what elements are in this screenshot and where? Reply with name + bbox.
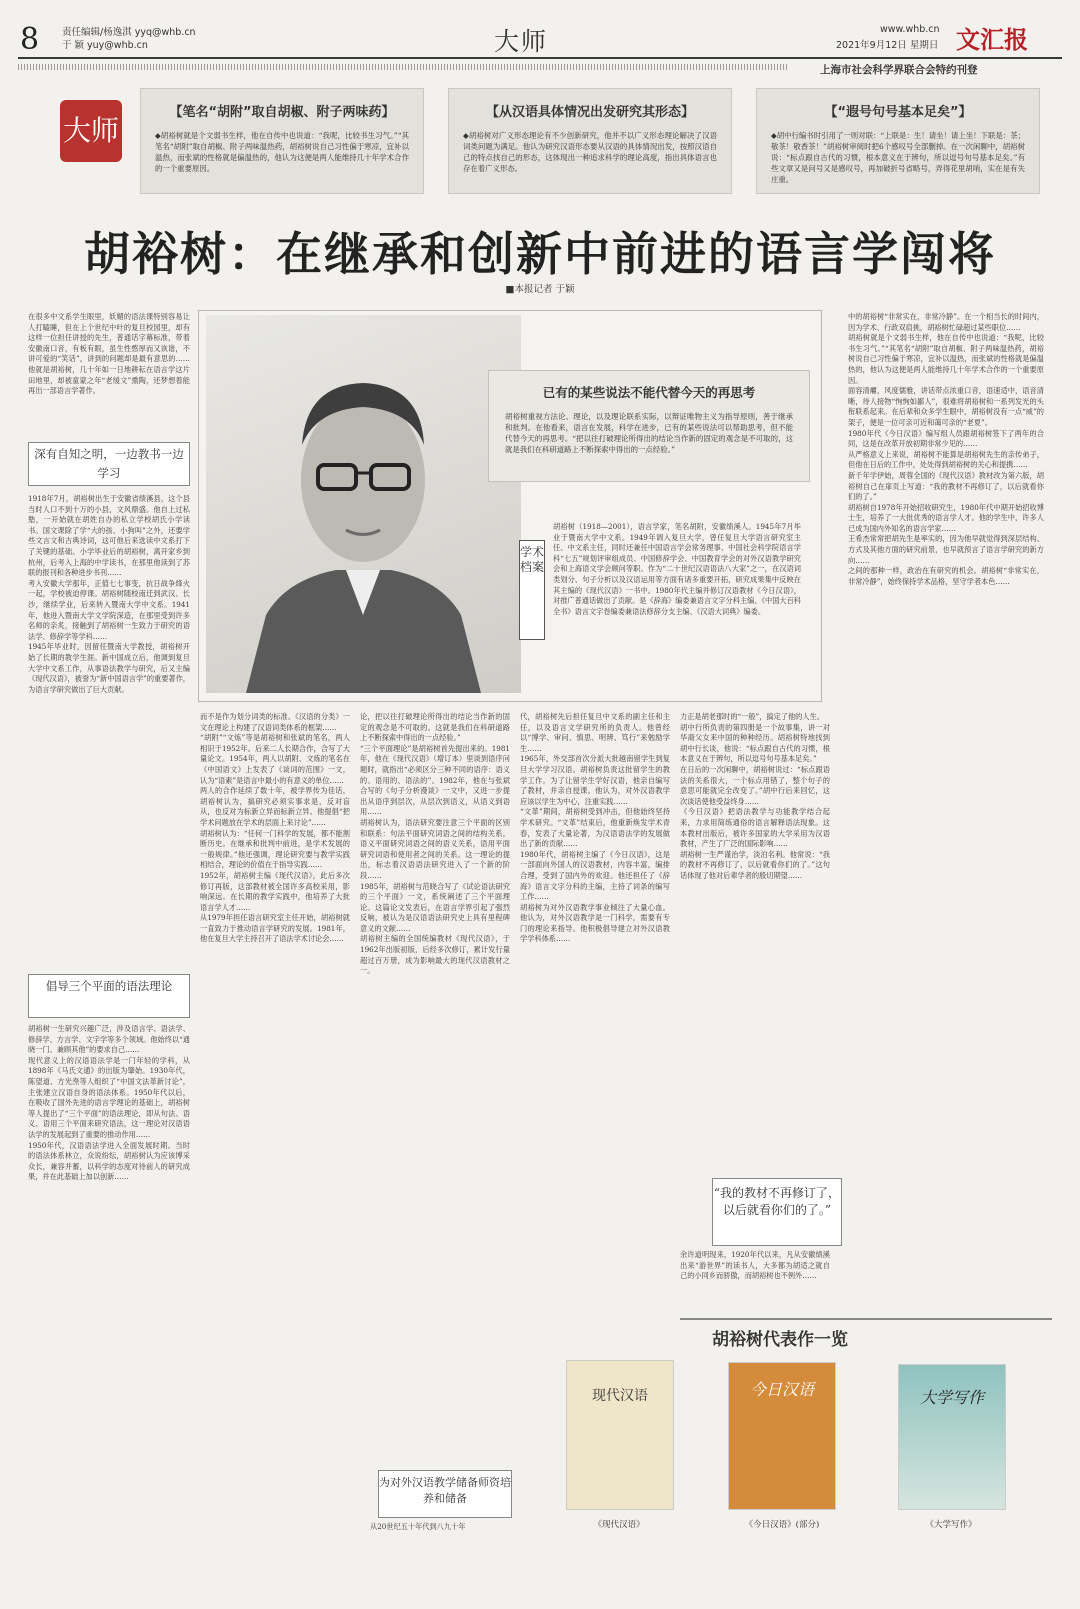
col5-tail: 从20世纪五十年代到八九十年 [370,1522,466,1531]
body-col-right: 中的胡裕树“非常实在，非常冷静”。在一个相当长的时间内，因为学术、行政双肩挑，胡裕树忙碌超过某些职位…… 胡裕树就是个文弱书生样，他在自传中也说道：“我呢，比较书生习气。”“其笔名“胡附”取自胡椒、附子两味温热药，胡裕树说自己习性偏于寒凉，宜补以温热，而张斌的性格就是偏温热的，他认为这便是两人能维持几十年学术合作的一个重要原因。 面容清癯，风度儒雅，讲话带点浓重口音，语速适中，语音清晰，待人接物“恂恂如鄙人”，很难将胡裕树和一系列发光的头衔联系起来。在后辈和众多学生眼中，胡裕树没有一点“威”的架子，便是一位可亲可近和蔼可亲的“老夏”。 1980年代《今日汉语》编写组人员跟胡裕树签下了两年的合同，这是在改革开放初期非常少见的…… 从严格意义上来说，胡裕树不能算是胡裕树先生的亲传弟子，但他在日后的工作中，处处得到胡裕树的关心和提携…… 新千年学伊始，周蓉全国的《现代汉语》教材改为第六版，胡裕树自己在扉页上写道：“我的教材不再修订了，以后就看你们的了。” 胡裕树自1978年开始招收研究生，1980年代中期开始招收博士生，培养了一大批优秀的语言学人才。他的学生中，许多人已成为国内外知名的语言学家…… 王希杰常常把胡先生是率实的，因为他早就觉得到深层结构、方式及其他方面的研究前景，也早就预言了语言学研究的新方向…… 之间的那种一样，政治在有研究的机会。胡裕树“非常实在，非常冷静”，始终保持学术品格，坚守学者本色…… [848,312,1044,586]
col5-subhead: 为对外汉语教学储备师资培养和储备 [378,1470,512,1518]
featured-title: 已有的某些说法不能代替今天的再思考 [542,385,756,400]
book-cover-title: 现代汉语 [592,1388,648,1404]
book-cover-title: 今日汉语 [749,1380,814,1399]
partner-credit: 上海市社会科学界联合会特约刊登 [820,64,978,76]
issue-date: 2021年9月12日 星期日 [836,40,939,51]
highlight-title: 【从汉语具体情况出发研究其形态】 [485,105,694,120]
featured-quote-box [488,370,810,482]
col6-tail: 余许道明现来，1920年代以来，凡从安徽绩溪出来“游世界”的读书人，大多都为胡适之就自己的小同乡而骄傲，而胡裕树也不例外…… [680,1250,830,1281]
highlight-title: 【“遐号句号基本足矣”】 [824,105,972,120]
pull-quote: “我的教材不再修订了，以后就看你们的了。” [712,1178,842,1246]
book-caption-1: 《现代汉语》 [593,1520,645,1530]
body-col-1: 1918年7月，胡裕树出生于安徽省绩溪县，这个县当时人口不到十万的小县，文风鼎盛。他自上过私塾，一开始就在胡姓自办的私立学校胡氏小学读书。国文课除了学“大的孩、小狗叫”之外，还要学些文言文和古典诗词，这可他后来选读中文系打下了关键的基础。小学毕业后的胡裕树，离开家乡到杭州，后考入上海的中学读书，在那里他读到了苏联的报刊和各种进步书刊…… 考入安徽大学那年，正值七七事变，抗日战争烽火一起，学校被迫停课。胡裕树随校南迁到武汉、长沙，继续学业，后来转入暨南大学中文系。1941年，他进入暨南大学文学院深造，在那里受到许多名师的亲炙，接触到了胡裕树一生致力于研究的语法学、修辞学等学科…… 1945年毕业时，因留任暨南大学教授，胡裕树开始了长期的教学生涯。新中国成立后，他调到复旦大学中文系工作，从事语法教学与研究，后又主编《现代汉语》，被誉为“新中国语言学”的重要著作，为语言学研究做出了巨大贡献。 [28,494,190,694]
editor-line-2: 于 颖 yuy@whb.cn [62,40,148,51]
body-col-6: 力正是胡老那时的“一般”，搞定了他的人生。 胡中行所负责的第四册是一个故事集，讲一对华裔父女来中国的种种经历。胡裕树特地找到胡中行长谈，他说：“标点跟自古代的习惯，根本意义在于辨句，所以逗号句号基本足矣。” 在日后的一次闲聊中，胡裕树说过：“标点跟语法的关系很大，一个标点用错了，整个句子的意思可能就完全改变了。”胡中行后来回忆，这次谈话使他受益终身…… 《今日汉语》把语法教学与功能教学结合起来，力求用简练通俗的语言解释语法现象。这本教材出版后，被许多国家的大学采用为汉语教材，产生了广泛的国际影响…… 胡裕树一生严谨治学，淡泊名利。他常说：“我的教材不再修订了，以后就看你们的了。”这句话体现了他对后辈学者的殷切期望…… [680,712,830,880]
highlight-text: ◆胡裕树就是个文弱书生样，他在自传中也说道：“我呢，比较书生习气。”“其笔名“胡附”取自胡椒、附子两味温热药，胡裕树说自己习性偏于寒凉，宜补以温热，而张斌的性格就是偏温热的，他认为这便是两人能维持几十年学术合作的一个重要原因。 [155,131,409,173]
highlight-title: 【笔名“胡附”取自胡椒、附子两味药】 [169,105,395,120]
editor-line-1: 责任编辑/杨逸淇 yyq@whb.cn [62,27,196,38]
highlight-text: ◆胡中行编书时引用了一则对联：“上联是：生！请坐！请上坐！下联是：茶；敬茶！敬香茶！”胡裕树审阅时把6个感叹号全部删掉。在一次闲聊中，胡裕树说：“标点跟自古代的习惯，根本意义在于辨句，所以逗号句号基本足矣。”有些文章又是问号又是感叹号，再加破折号省略号，弄得花里胡哨，实在是有失庄重。 [771,131,1025,184]
section-seal: 大师 [60,100,122,162]
book-caption-2: 《今日汉语》(部分) [744,1520,820,1530]
book-caption-3: 《大学写作》 [925,1520,977,1530]
body-col-5: 代，胡裕树先后担任复旦中文系的副主任和主任，以及语言文学研究所的负责人。他曾经以“博学、审问、慎思、明辨、笃行”来勉励学生…… 1965年，外交部首次分派大批越南留学生到复旦大学学习汉语。胡裕树负责这批留学生的教学工作。为了让留学生学好汉语，他亲自编写了教材，并亲自授课。他认为，对外汉语教学应该以学生为中心，注重实践…… “文革”期间，胡裕树受到冲击，但他始终坚持学术研究。“文革”结束后，他重新焕发学术青春，发表了大量论著，为汉语语法学的发展做出了新的贡献…… 1980年代，胡裕树主编了《今日汉语》，这是一部面向外国人的汉语教材，内容丰富，编排合理，受到了国内外的欢迎。他还担任了《辞海》语言文字分科的主编，主持了词条的编写工作…… 胡裕树为对外汉语教学事业倾注了大量心血。他认为，对外汉语教学是一门科学，需要有专门的理论来指导。他积极倡导建立对外汉语教学学科体系…… [520,712,670,944]
subhead-1: 深有自知之明，一边教书一边学习 [28,442,190,486]
website[interactable]: www.whb.cn [880,24,940,35]
body-col-2: 胡裕树一生研究兴趣广泛，涉及语言学、语法学、修辞学、方言学、文字学等多个领域。他始终以“通晓一门、兼顾其他”的要求自己…… 现代意义上的汉语语法学是一门年轻的学科，从1898年《马氏文通》的出版为肇始。1930年代，陈望道、方光焘等人组织了“中国文法革新讨论”，主张建立汉语自身的语法体系。1950年代以后，在吸收了国外先进的语言学理论的基础上，胡裕树等人提出了“三个平面”的语法理论，即从句法、语义、语用三个平面来研究语法，这一理论对汉语语法学的发展起到了重要的推动作用…… 1950年代，汉语语法学进入全面发展时期。当时的语法体系林立，众说纷纭，胡裕树认为应该博采众长，兼容并蓄，以科学的态度对待前人的研究成果，并在此基础上加以创新…… [28,1024,190,1182]
top-rule [18,57,1062,59]
subhead-2: 倡导三个平面的语法理论 [28,974,190,1018]
book-cover-3 [898,1364,1006,1510]
featured-text: 胡裕树重视方法论、理论，以及理论联系实际，以辩证唯物主义为指导原则，善于继承和批判。在他看来，语言在发展，科学在进步，已有的某些说法可以帮助思考，但不能代替今天的再思考。“把以往打破理论所得出的结论当作新的固定的观念是不可取的，这就是我们在科研道路上不断探索中得出的一点经验。” [505,412,793,454]
highlight-text: ◆胡裕树对广义形态理论有不少创新研究，他并不以广义形态理论解决了汉语词类问题为满足。他认为研究汉语形态要从汉语的具体情况出发，按照汉语自己的特点找自己的形态，这体现出一种追求科学的理论高度，指出具体语言也存在着广义形态。 [463,131,717,173]
byline: ■本报记者 于颖 [505,284,575,295]
page-number: 8 [20,22,40,57]
portrait-illustration [206,315,521,693]
highlight-box-2 [448,88,732,194]
editors-credit [62,26,196,52]
book-cover-1 [566,1360,674,1510]
section-title: 大师 [494,27,549,56]
archive-tag: 学术档案 [519,540,545,640]
reps-rule [680,1318,1052,1320]
highlight-box-1 [140,88,424,194]
reps-title: 胡裕树代表作一览 [712,1330,848,1350]
portrait-photo [206,315,521,693]
lede-text: 在很多中文系学生眼里，妖媚的语法课特别容易让人打瞌睡，但在上个世纪中叶的复旦校园里，却有这样一位担任讲授的先生，普通话字幕标准，带着安徽南口音，有板有眼，虽生性憨厚而又诙谐，不讲可爱的“笑话”，讲到的问题却是最有意思的……他就是胡裕树，几十年如一日地耕耘在语言学这片田地里，却被童蒙之年“老缓文”熏陶，还梦想着能再出一部语言学著作。 [28,312,190,396]
archive-text: 胡裕树（1918—2001），语言学家，笔名胡附，安徽绩溪人。1945年7月毕业于暨南大学中文系。1949年调入复旦大学，曾任复旦大学语言研究室主任、中文系主任，同时还兼任中国语言学会常务理事、中国社会科学院语言学科“七五”规划评审组成员、中国修辞学会、中国教育学会的对外汉语教学研究会和上海语文学会顾问等职。作为“二十世纪汉语语法八大家”之一，在汉语词类划分、句子分析以及汉语运用等方面有诸多重要开拓，研究成果集中反映在其主编的《现代汉语》一书中。1980年代主编并修订汉语教材《今日汉语》，对推广普通话做出了贡献。是《辞海》编委兼语言文字分科主编、《中国大百科全书》语言文字卷编委兼语法修辞分支主编、《汉语大词典》编委。 [553,522,801,616]
book-cover-title: 大学写作 [919,1388,984,1407]
body-col-3: 而不是作为划分词类的标准。《汉语的分类》一文在理论上构建了汉语词类体系的框架…… “胡附”“文炼”等是胡裕树和张斌的笔名，两人相识于1952年。后来二人长期合作，合写了大量论文。1954年，两人以胡附、文炼的笔名在《中国语文》上发表了《谈词的范围》一文，认为“语素”是语言中最小的有意义的单位…… 两人的合作延续了数十年，被学界传为佳话。胡裕树认为，搞研究必须实事求是，反对盲从，也反对为标新立异而标新立异。他提倡“把学术问题放在学术的层面上来讨论”…… 胡裕树认为：“任何一门科学的发展，都不能割断历史。在继承和批判中前进，是学术发展的一般规律。”他还强调，理论研究要与教学实践相结合，理论的价值在于指导实践…… 1952年，胡裕树主编《现代汉语》，此后多次修订再版，这部教材被全国许多高校采用，影响深远。在长期的教学实践中，他培养了大批语言学人才…… 从1979年担任语言研究室主任开始，胡裕树就一直致力于推动语言学研究的发展。1981年，他在复旦大学主持召开了语法学术讨论会…… [200,712,350,944]
highlight-box-3 [756,88,1040,194]
book-cover-2 [728,1362,836,1510]
body-col-4: 论，把以往打破理论所得出的结论当作新的固定的观念是不可取的。这就是我们在科研道路上不断探索中得出的一点经验。” “三个平面理论”是胡裕树首先提出来的。1981年，他在《现代汉语》（增订本）里谈到语序问题时，就指出“必须区分三种不同的语序：语义的、语用的、语法的”。1982年，他在与张斌合写的《句子分析漫谈》一文中，又进一步提出从语序到层次，从层次到语义，从语义到语用…… 胡裕树认为，语法研究要注意三个平面的区别和联系：句法平面研究词语之间的结构关系，语义平面研究词语之间的语义关系，语用平面研究词语和使用者之间的关系。这一理论的提出，标志着汉语语法研究进入了一个新的阶段…… 1985年，胡裕树与范晓合写了《试论语法研究的三个平面》一文，系统阐述了三个平面理论。这篇论文发表后，在语言学界引起了强烈反响，被认为是汉语语法研究史上具有里程碑意义的文献…… 胡裕树主编的全国统编教材《现代汉语》，于1962年出版初版，后经多次修订，累计发行量超过百万册，成为影响最大的现代汉语教材之一。 [360,712,510,976]
dotted-rule [18,64,788,70]
headline: 胡裕树：在继承和创新中前进的语言学闯将 [84,227,996,281]
newspaper-logo: 文汇报 [956,25,1028,54]
